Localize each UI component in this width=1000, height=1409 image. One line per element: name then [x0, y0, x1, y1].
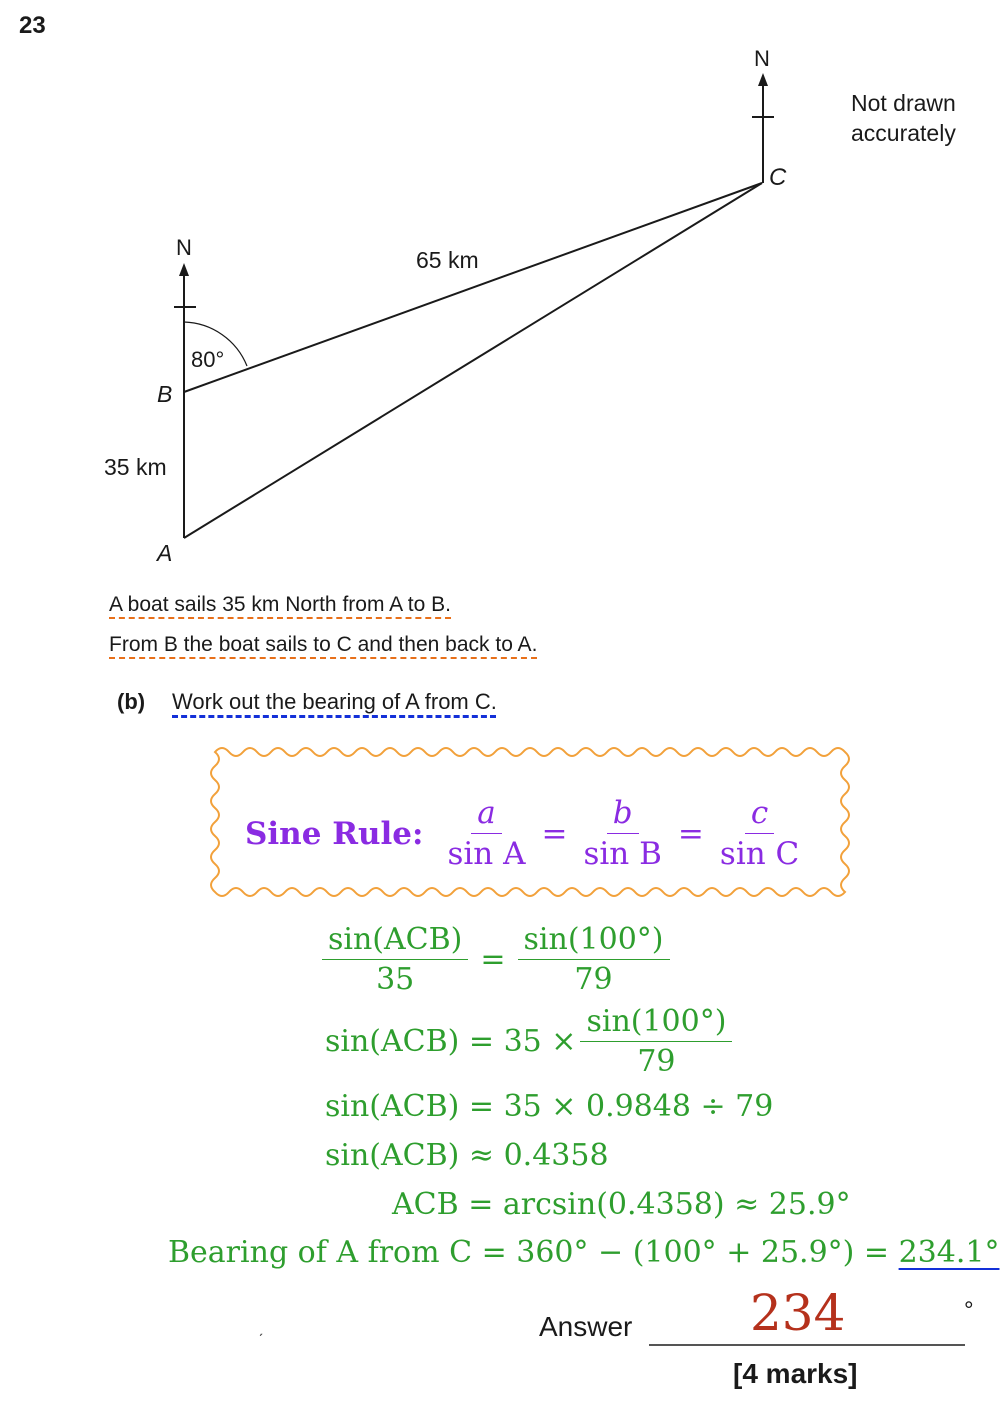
working-1-num-right: sin(100°)	[518, 922, 670, 960]
working-1-num-left: sin(ACB)	[322, 922, 468, 960]
bearing-diagram	[0, 0, 1000, 580]
statement-line-2-text: From B the boat sails to C and then back to A.	[109, 633, 538, 656]
working-1-den-right: 79	[574, 962, 613, 997]
north-label-c: N	[754, 46, 770, 71]
part-question-text: Work out the bearing of A from C.	[172, 689, 497, 714]
sine-rule-den-c: sin C	[719, 836, 800, 872]
sine-rule	[245, 795, 809, 872]
sine-rule-den-a: sin A	[447, 836, 526, 872]
statement-line-2	[109, 633, 537, 657]
working-2-den: 79	[637, 1044, 676, 1079]
north-arrow-c	[758, 73, 768, 86]
marks-label: [4 marks]	[733, 1358, 858, 1389]
working-line-1	[318, 922, 674, 997]
working-line-3: sin(ACB) = 35 × 0.9848 ÷ 79	[325, 1089, 774, 1124]
angle-label: 80°	[191, 347, 225, 372]
sine-rule-num-a: a	[471, 795, 501, 834]
distance-ab-label: 35 km	[104, 454, 167, 480]
point-a-label: A	[157, 540, 173, 566]
answer-line	[649, 1344, 965, 1346]
part-label: (b)	[117, 689, 146, 714]
statement-line-1	[109, 593, 451, 617]
sine-rule-eq-1: =	[541, 815, 568, 852]
sine-rule-num-b: b	[607, 795, 639, 834]
working-6-main: Bearing of A from C = 360° − (100° + 25.9°) =	[168, 1235, 899, 1270]
statement-line-1-text: A boat sails 35 km North from A to B.	[109, 593, 451, 616]
north-label-b: N	[176, 235, 192, 260]
answer-value: 234	[750, 1284, 846, 1342]
question-number: 23	[19, 12, 46, 39]
working-1-den-left: 35	[376, 962, 415, 997]
not-drawn-note-2: accurately	[851, 120, 956, 146]
sine-rule-frac-a	[441, 795, 531, 872]
working-2-frac	[580, 1004, 732, 1079]
sine-rule-den-b: sin B	[583, 836, 662, 872]
working-2-left: sin(ACB) = 35 ×	[325, 1024, 577, 1059]
not-drawn-note-1: Not drawn	[851, 90, 956, 116]
diagram-lines	[174, 86, 774, 538]
working-1-frac-left	[322, 922, 468, 997]
answer-label: Answer	[539, 1311, 633, 1342]
working-6-result: 234.1°	[898, 1235, 1000, 1270]
working-line-6	[168, 1235, 999, 1270]
working-2-num: sin(100°)	[580, 1004, 732, 1042]
answer-unit: °	[964, 1297, 974, 1324]
sine-rule-num-c: c	[745, 795, 774, 834]
north-arrow-b	[179, 263, 189, 276]
distance-bc-label: 65 km	[416, 247, 479, 273]
point-b-label: B	[157, 381, 173, 407]
sine-rule-label: Sine Rule:	[245, 815, 424, 852]
part-question	[172, 689, 497, 715]
working-line-4: sin(ACB) ≈ 0.4358	[325, 1138, 609, 1173]
sine-rule-frac-b	[577, 795, 667, 872]
working-line-5: ACB = arcsin(0.4358) ≈ 25.9°	[392, 1187, 851, 1222]
working-line-2	[325, 1004, 736, 1079]
sine-rule-eq-2: =	[677, 815, 704, 852]
working-1-eq: =	[480, 942, 506, 977]
stray-mark: ˏ	[258, 1320, 264, 1337]
sine-rule-frac-c	[714, 795, 805, 872]
point-c-label: C	[769, 164, 787, 191]
working-1-frac-right	[518, 922, 670, 997]
